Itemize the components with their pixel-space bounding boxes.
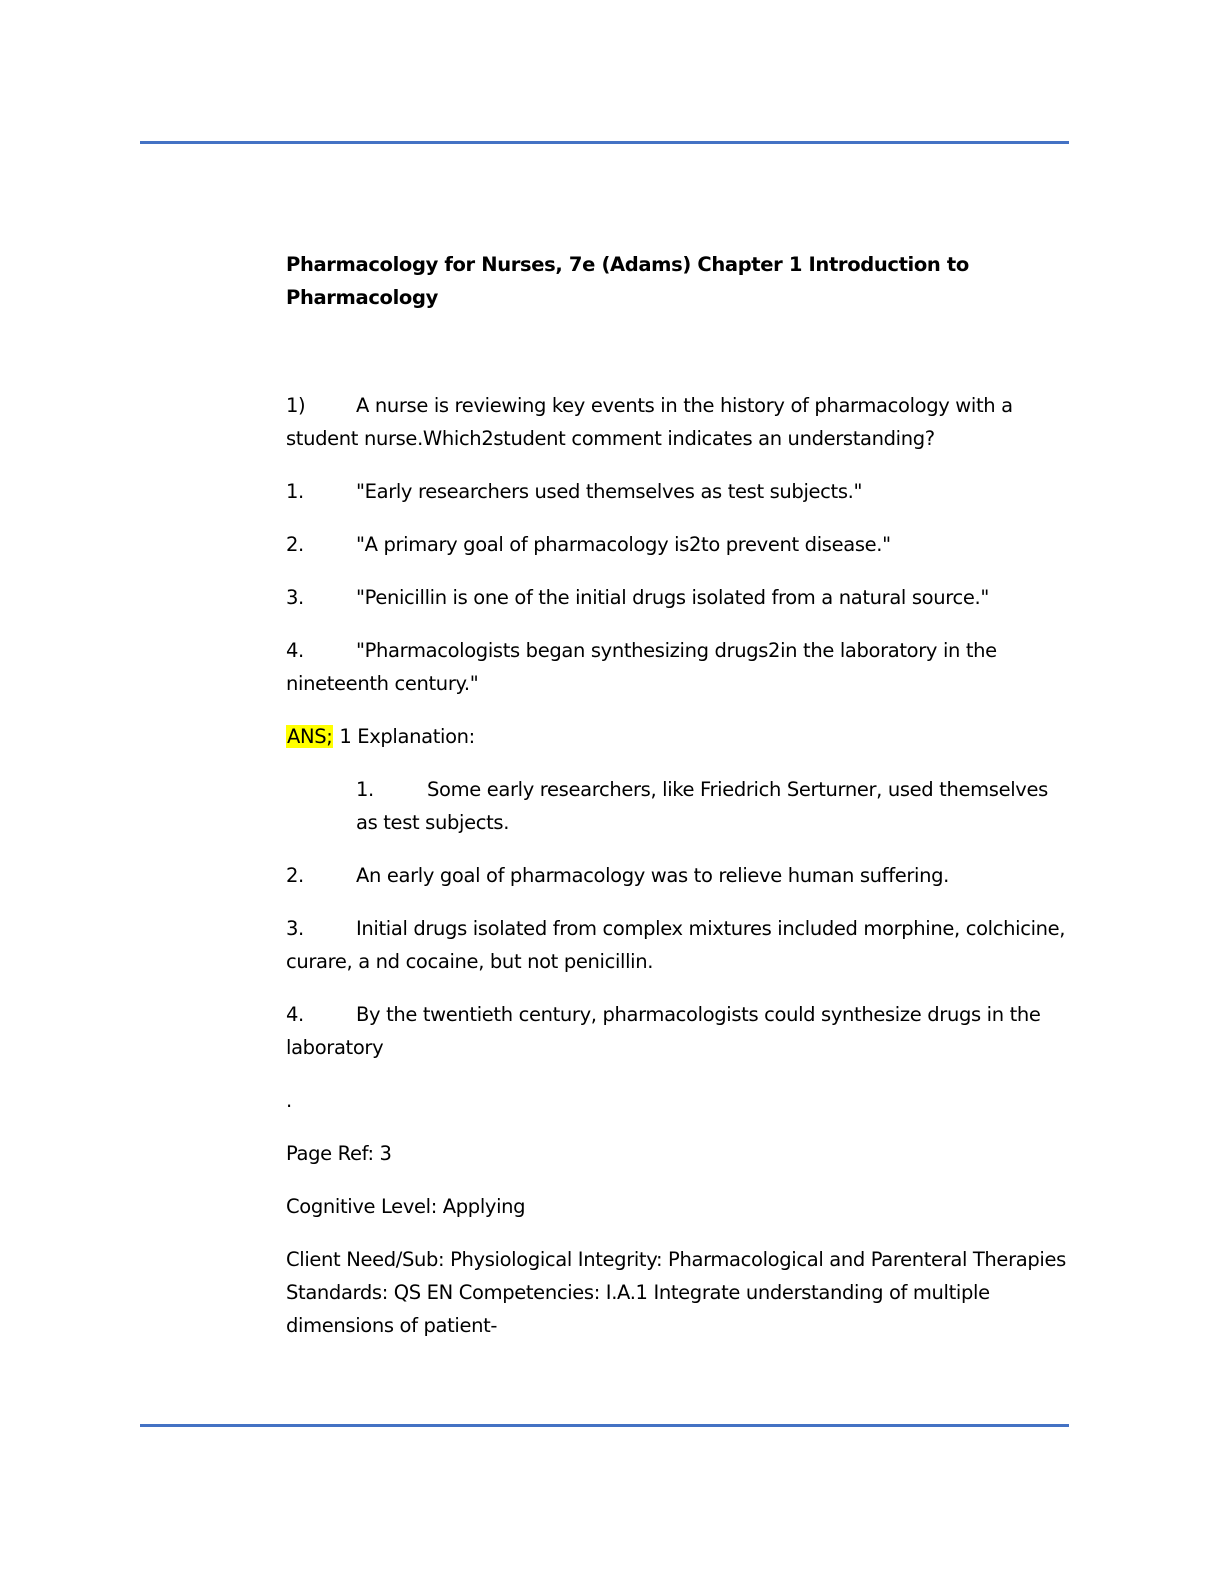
option-text: "Pharmacologists began synthesizing drugs2in the laboratory in the nineteenth century." xyxy=(286,639,997,695)
explanation-3 xyxy=(286,912,1066,978)
option-number: 4. xyxy=(286,639,304,662)
question-text: A nurse is reviewing key events in the history of pharmacology with a student nurse.Which2student comment indicates an understanding? xyxy=(286,394,1013,450)
option-2 xyxy=(286,528,1066,561)
explanation-text: An early goal of pharmacology was to relieve human suffering. xyxy=(356,864,949,887)
footer-rule xyxy=(140,1424,1069,1427)
page-ref: Page Ref: 3 xyxy=(286,1142,392,1165)
answer-label-highlight: ANS; xyxy=(287,725,333,748)
explanation-number: 4. xyxy=(286,1003,304,1026)
explanation-text: By the twentieth century, pharmacologists could synthesize drugs in the laboratory xyxy=(286,1003,1041,1059)
question-stem xyxy=(286,389,1066,455)
question-number: 1) xyxy=(286,394,306,417)
option-number: 3. xyxy=(286,586,304,609)
option-1 xyxy=(286,475,1066,508)
separator-dot: . xyxy=(286,1089,292,1112)
explanation-number: 2. xyxy=(286,864,304,887)
option-4 xyxy=(286,634,1066,700)
option-text: "Penicillin is one of the initial drugs isolated from a natural source." xyxy=(356,586,989,609)
option-number: 2. xyxy=(286,533,304,556)
explanation-1 xyxy=(286,773,1066,839)
header-rule xyxy=(140,141,1069,144)
explanation-number: 1. xyxy=(356,778,374,801)
cognitive-level: Cognitive Level: Applying xyxy=(286,1195,526,1218)
option-number: 1. xyxy=(286,480,304,503)
explanation-text: Some early researchers, like Friedrich Serturner, used themselves as test subjects. xyxy=(356,778,1048,834)
option-text: "A primary goal of pharmacology is2to prevent disease." xyxy=(356,533,891,556)
document-body xyxy=(286,248,1066,1362)
explanation-4 xyxy=(286,998,1066,1064)
answer-line xyxy=(286,720,1066,753)
option-3 xyxy=(286,581,1066,614)
document-title: Pharmacology for Nurses, 7e (Adams) Chapter 1 Introduction to Pharmacology xyxy=(286,253,969,309)
option-text: "Early researchers used themselves as test subjects." xyxy=(356,480,863,503)
explanation-number: 3. xyxy=(286,917,304,940)
explanation-text: Initial drugs isolated from complex mixtures included morphine, colchicine, curare, a nd cocaine, but not penicillin. xyxy=(286,917,1066,973)
answer-text: 1 Explanation: xyxy=(333,725,475,748)
explanation-2 xyxy=(286,859,1066,892)
client-need: Client Need/Sub: Physiological Integrity: Pharmacological and Parenteral Therapies Standards: QS EN Competencies: I.A.1 Integrate understanding of multiple dimensions of patient- xyxy=(286,1248,1066,1337)
